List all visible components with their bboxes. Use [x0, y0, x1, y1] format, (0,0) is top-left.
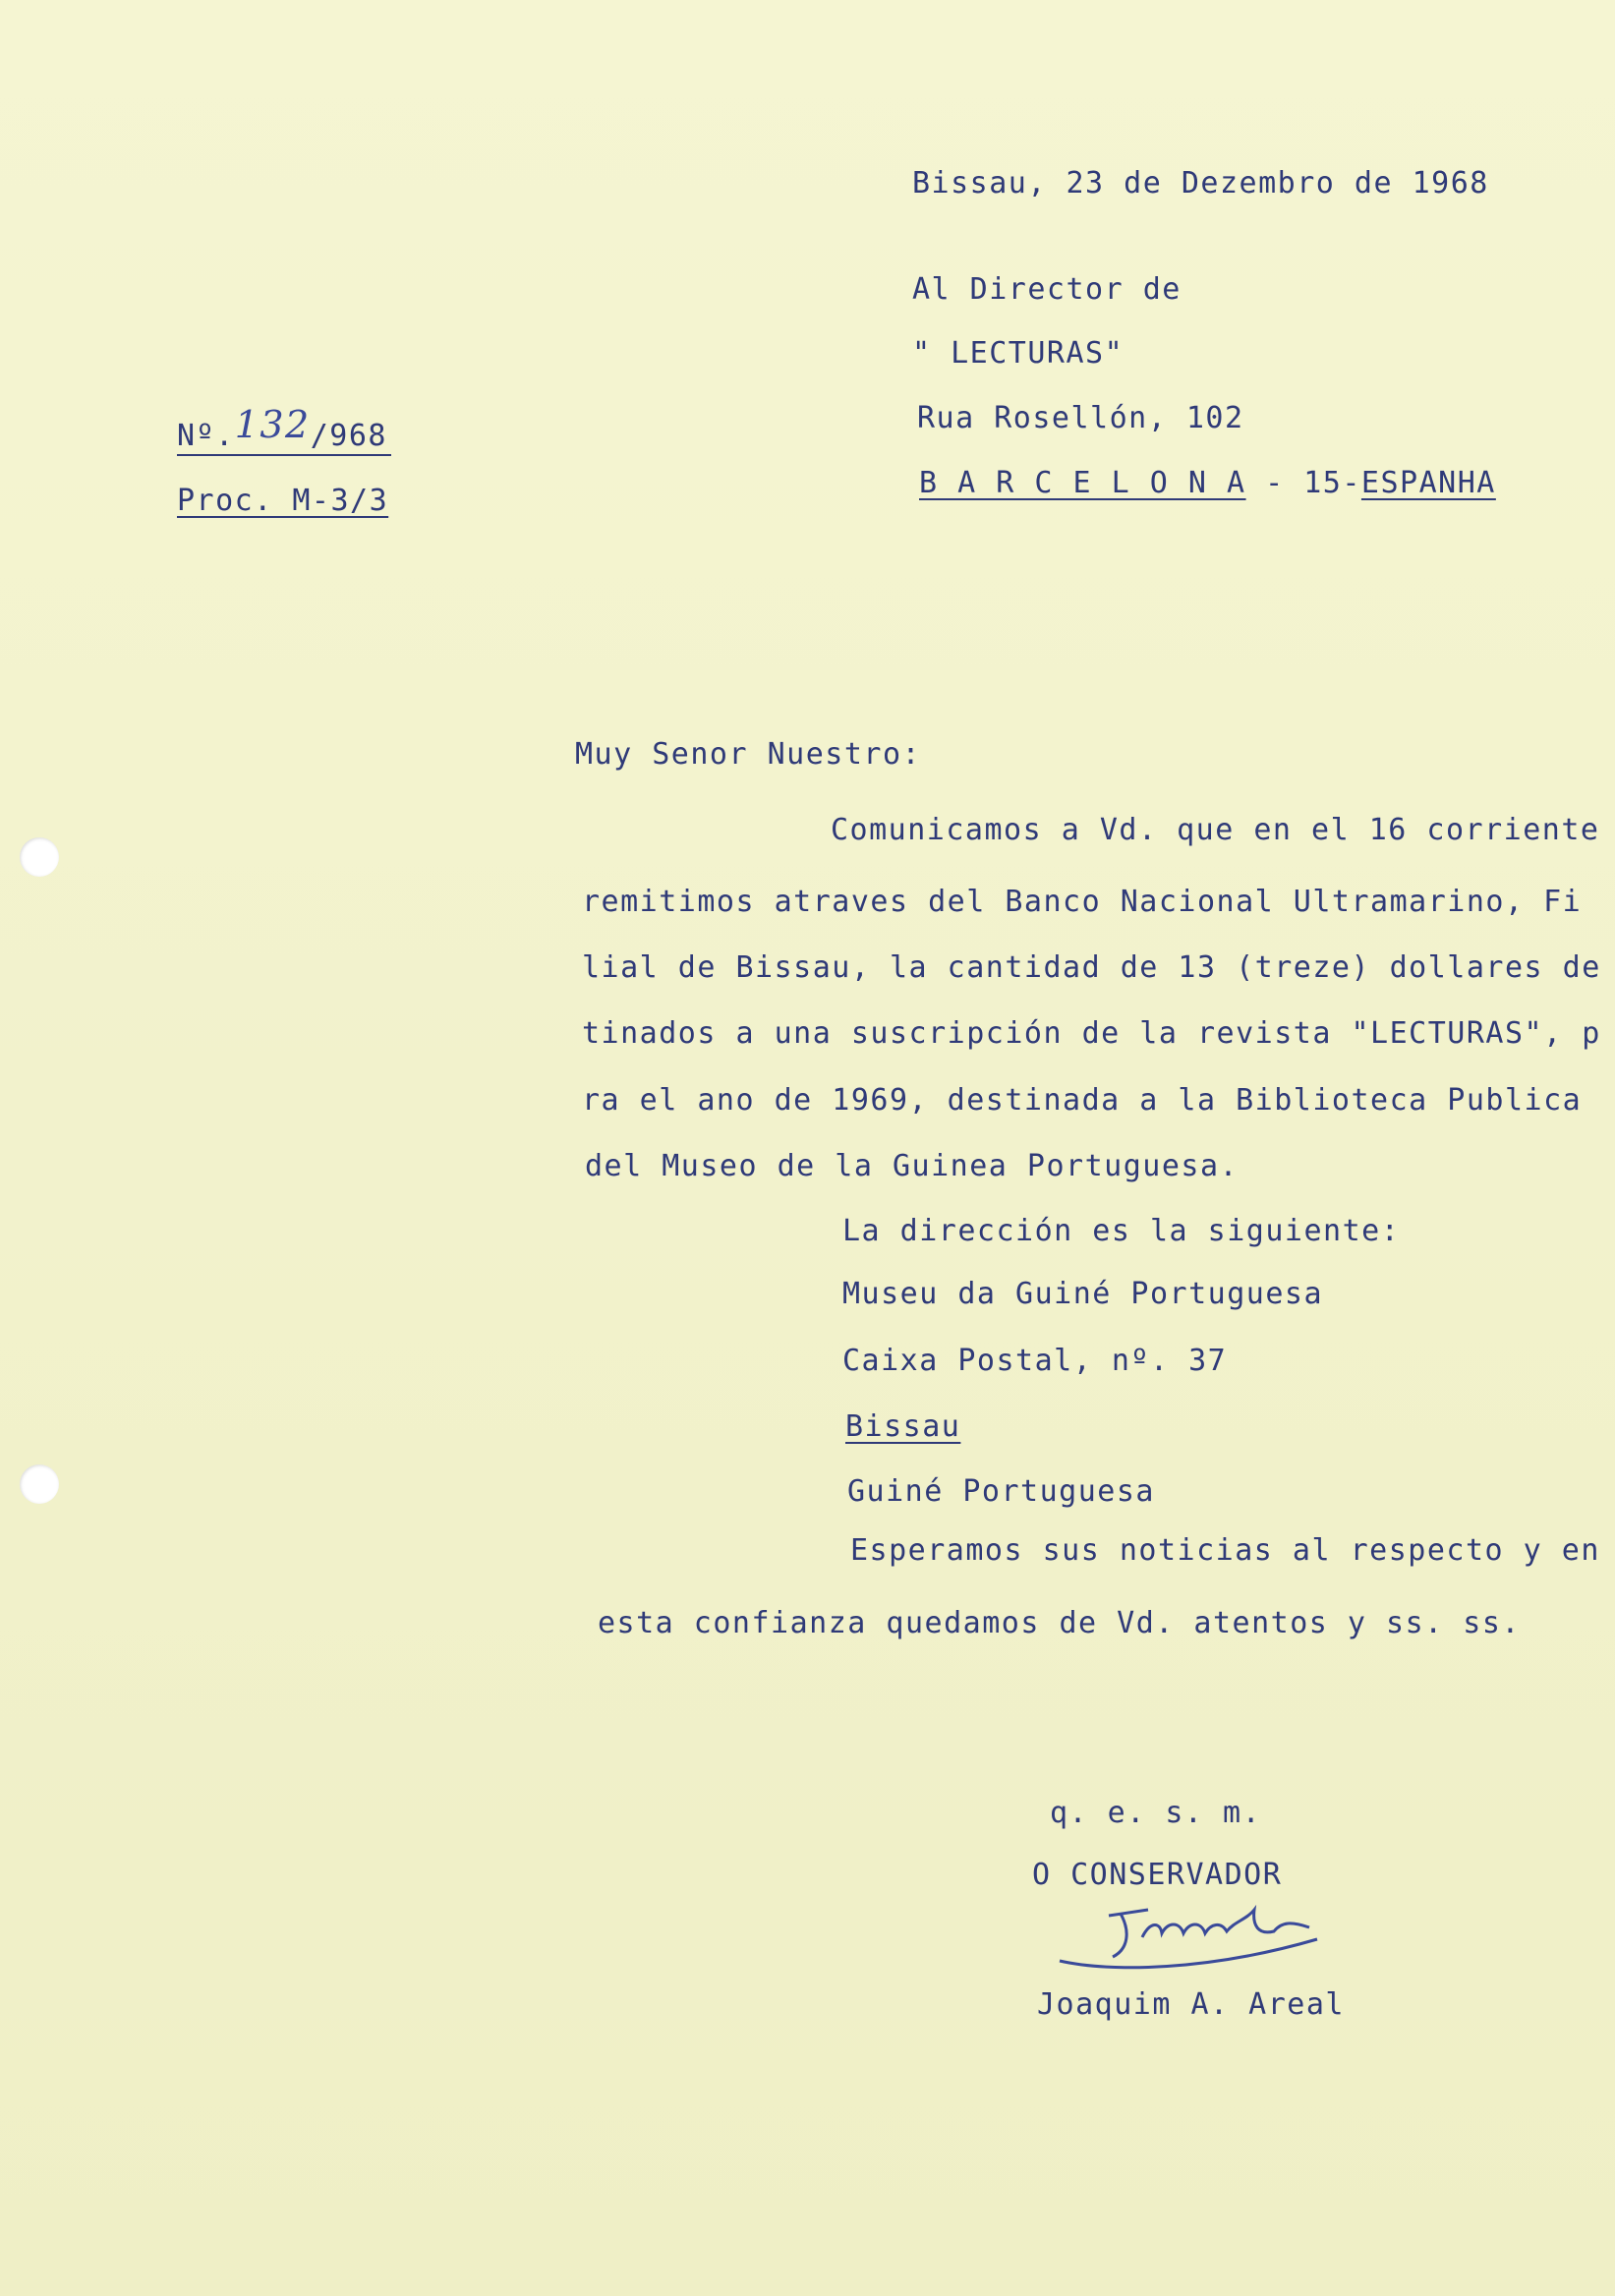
- signoff-title: O CONSERVADOR: [1032, 1858, 1283, 1892]
- reference-number-handwritten: 132: [234, 403, 311, 446]
- process-reference: Proc. M-3/3: [177, 484, 389, 518]
- signatory-name: Joaquim A. Areal: [1037, 1987, 1345, 2022]
- recipient-country: ESPANHA: [1360, 466, 1496, 500]
- recipient-city: B A R C E L O N A: [919, 466, 1246, 500]
- date-line: Bissau, 23 de Dezembro de 1968: [912, 166, 1489, 201]
- punch-hole-bottom: [20, 1464, 59, 1504]
- address-city: Bissau: [845, 1409, 961, 1444]
- body-line-1: Comunicamos a Vd. que en el 16 corriente: [831, 813, 1600, 847]
- punch-hole-top: [20, 837, 59, 877]
- recipient-line-3: Rua Rosellón, 102: [917, 401, 1244, 435]
- reference-number: [177, 403, 387, 456]
- recipient-line-2: " LECTURAS": [912, 336, 1125, 371]
- salutation: Muy Senor Nuestro:: [575, 737, 922, 772]
- reference-number-prefix: Nº.: [177, 419, 235, 453]
- address-line-2: Caixa Postal, nº. 37: [842, 1344, 1228, 1378]
- closing-line-1: Esperamos sus noticias al respecto y en: [850, 1533, 1600, 1568]
- signoff-abbreviation: q. e. s. m.: [1050, 1796, 1262, 1830]
- body-line-3: lial de Bissau, la cantidad de 13 (treze) dollares de: [582, 950, 1601, 985]
- reference-underline: [177, 454, 391, 456]
- recipient-city-line: [919, 464, 1496, 503]
- recipient-line-1: Al Director de: [912, 272, 1182, 307]
- closing-line-2: esta confianza quedamos de Vd. atentos y ss. ss.: [598, 1606, 1521, 1640]
- reference-number-suffix: /968: [310, 419, 387, 453]
- body-line-5: ra el ano de 1969, destinada a la Biblioteca Publica: [582, 1083, 1583, 1118]
- address-country: Guiné Portuguesa: [847, 1474, 1155, 1509]
- recipient-city-suffix: - 15-: [1245, 466, 1361, 500]
- address-line-1: Museu da Guiné Portuguesa: [842, 1277, 1324, 1311]
- signature-mark: [1052, 1892, 1337, 1980]
- body-line-2: remitimos atraves del Banco Nacional Ultramarino, Fi: [582, 885, 1583, 919]
- body-line-6: del Museo de la Guinea Portuguesa.: [585, 1149, 1240, 1183]
- body-line-4: tinados a una suscripción de la revista "LECTURAS", p: [582, 1016, 1601, 1051]
- address-intro: La dirección es la siguiente:: [842, 1214, 1401, 1248]
